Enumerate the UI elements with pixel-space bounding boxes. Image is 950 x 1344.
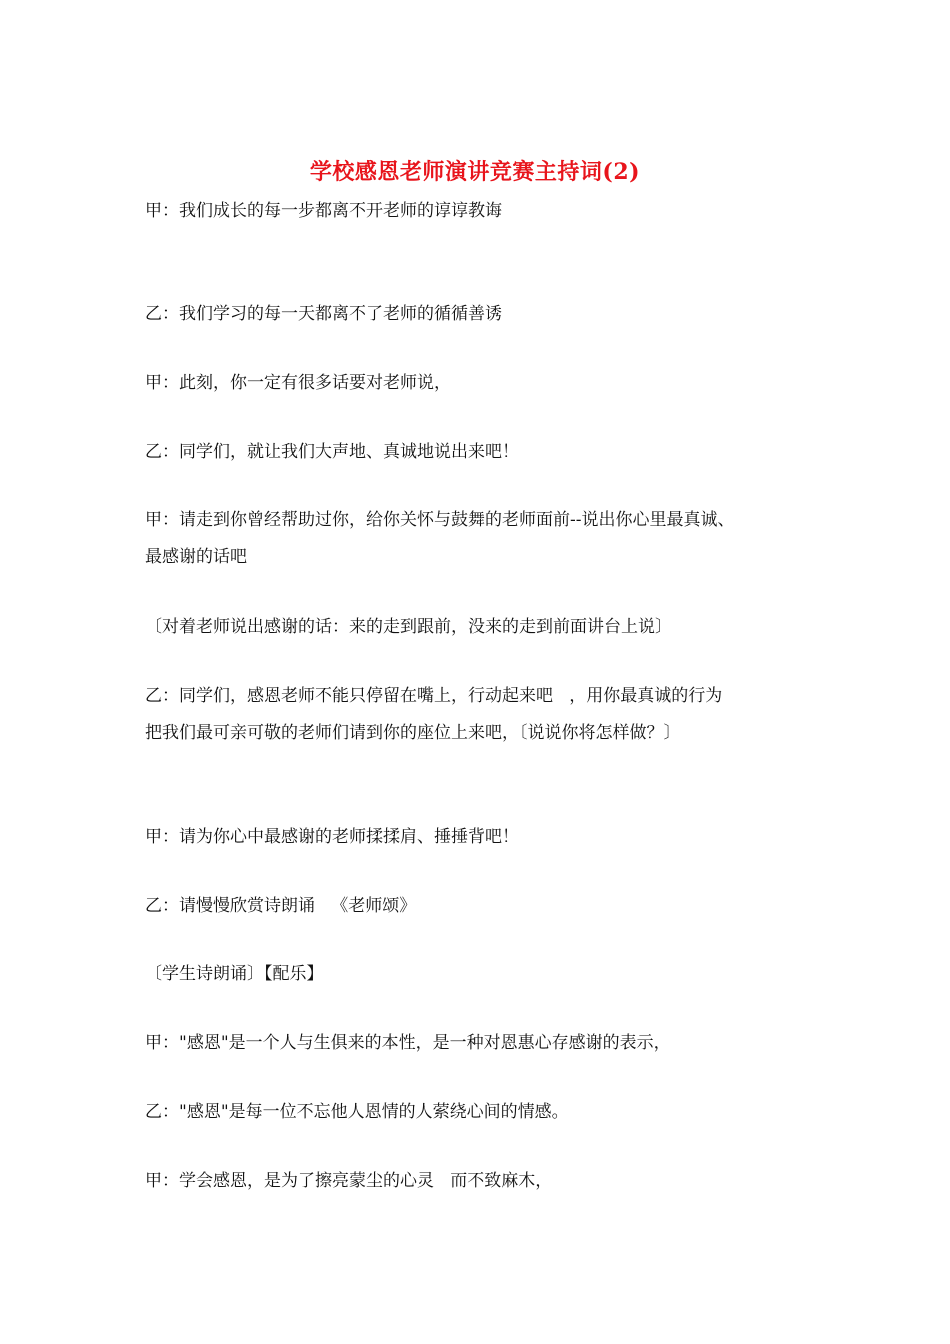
paragraph-line: 甲：请走到你曾经帮助过你，给你关怀与鼓舞的老师面前--说出你心里最真诚、 — [145, 510, 735, 530]
paragraph-line: 乙：同学们，感恩老师不能只停留在嘴上，行动起来吧 ，用你最真诚的行为 — [145, 686, 723, 706]
paragraph-line: 乙：我们学习的每一天都离不了老师的循循善诱 — [145, 304, 502, 324]
paragraph-line: 甲："感恩"是一个人与生俱来的本性，是一种对恩惠心存感谢的表示， — [145, 1033, 671, 1053]
paragraph-line: 甲：此刻，你一定有很多话要对老师说， — [145, 373, 451, 393]
paragraph-line: 乙："感恩"是每一位不忘他人恩情的人萦绕心间的情感。 — [145, 1102, 569, 1122]
paragraph-line: 〔对着老师说出感谢的话：来的走到跟前，没来的走到前面讲台上说〕 — [145, 617, 672, 637]
paragraph-line: 最感谢的话吧 — [145, 547, 247, 567]
paragraph-line: 甲：请为你心中最感谢的老师揉揉肩、捶捶背吧！ — [145, 827, 519, 847]
paragraph-line: 甲：我们成长的每一步都离不开老师的谆谆教诲 — [145, 201, 502, 221]
document-title: 学校感恩老师演讲竞赛主持词(2) — [309, 159, 641, 185]
paragraph-line: 乙：请慢慢欣赏诗朗诵 《老师颂》 — [145, 896, 417, 916]
paragraph-line: 把我们最可亲可敬的老师们请到你的座位上来吧，〔说说你将怎样做？〕 — [145, 723, 681, 743]
paragraph-line: 〔学生诗朗诵〕【配乐】 — [145, 964, 324, 984]
paragraph-line: 甲：学会感恩，是为了擦亮蒙尘的心灵 而不致麻木， — [145, 1171, 553, 1191]
paragraph-line: 乙：同学们，就让我们大声地、真诚地说出来吧！ — [145, 442, 519, 462]
